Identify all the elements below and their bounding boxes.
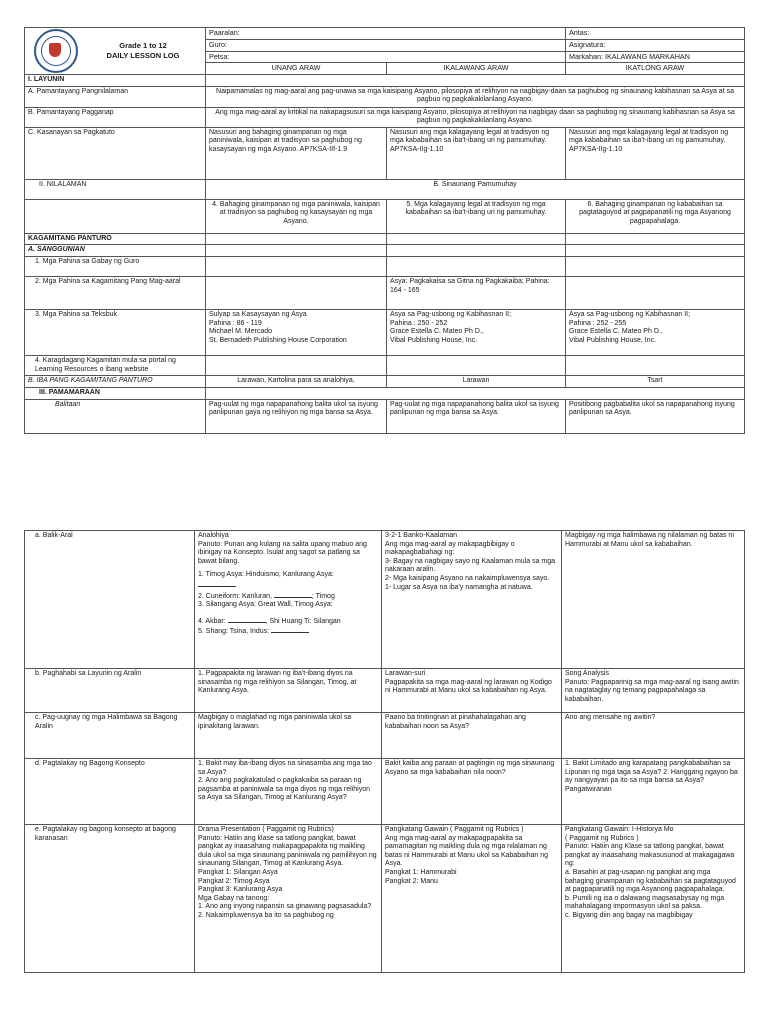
paghahabi-day1: 1. Pagpapakita ng larawan ng iba't-ibang diyos na sinasamba ng mga relihiyon sa Silangan, Timog, at Kanlurang Asya. xyxy=(195,669,382,713)
teksbuk-day1: Sulyap sa Kasaysayan ng Asya Pahina : 86 - 119 Michael M. Mercado St. Bernadeth Publishing House Corporation xyxy=(206,309,387,355)
balik-aral-day1 xyxy=(195,531,382,669)
analohiya-item-2b: ; Timog xyxy=(311,592,335,600)
analohiya-item-2a: 2. Cuneiform: Kanluran, xyxy=(198,592,272,600)
balik-aral-day3: Magbigay ng mga halimbawa ng nilalaman ng batas ni Hammurabi at Manu ukol sa kababaihan. xyxy=(562,531,745,669)
pagtalakay-label: d. Pagtalakay ng Bagong Konsepto xyxy=(25,759,195,825)
pagtalakay-day1: 1. Bakit may iba-ibang diyos na sinasamba ang mga tao sa Asya? 2. Ano ang pagkakatulad o pagkakaiba sa paraan ng pagsamba at paniniwala sa mga diyos ng mga relihiyon sa Asya sa Silangan, Timog at Kanlurang Asya? xyxy=(195,759,382,825)
bagong-konsepto-day1: Drama Presentation ( Paggamit ng Rubrics) Panuto: Hatiin ang klase sa tatlong pangkat, bawat pangkat ay inaasahang makapagpapakita ng maikling dula ukol sa mga sinaunang paniniwala ng pamilihiyon ng sinaunang Silangan, Timog at Kanlurang Asya. Pangkat 1: Silangan Asya Pangkat 2: Timog Asya Pangkat 3: Kanlurang Asya Mga Gabay na tanong: 1. Ano ang inyong napansin sa ginawang pagsasadula? 2. Nakaimpluwensya ba ito sa paghubog ng xyxy=(195,825,382,973)
lesson-log-table-page1 xyxy=(24,27,745,434)
kasanayan-day2: Nasusuri ang mga kalagayang legal at tradisyon ng mga kababaihan sa iba't-ibang uri ng pamumuhay. AP7KSA-IIg-1.10 xyxy=(387,127,566,179)
day1-header: UNANG ARAW xyxy=(206,63,387,75)
analohiya-title: Analohiya xyxy=(198,532,229,539)
log-title: DAILY LESSON LOG xyxy=(106,51,180,60)
petsa-field: Petsa: xyxy=(206,51,566,63)
balitaan-day3: Positibong pagbabalita ukol sa napapanahong isyung panlipunan sa Asya. xyxy=(566,399,745,433)
day3-header: IKATLONG ARAW xyxy=(566,63,745,75)
pag-uugnay-day1: Magbigay o maglahad ng mga paniniwala ukol sa ipinakitang larawan. xyxy=(195,713,382,759)
balitaan-label: Balitaan xyxy=(25,399,206,433)
pamantayang-pagganap-label: B. Pamantayang Pagganap xyxy=(25,107,206,127)
teksbuk-day3: Asya sa Pag-usbong ng Kabihasnan II; Pahina : 252 - 255 Grace Estella C. Mateo Ph D., Vibal Publishing House, Inc. xyxy=(566,309,745,355)
kagamitan-heading: KAGAMITANG PANTURO xyxy=(25,233,206,245)
nilalaman-heading: II. NILALAMAN xyxy=(25,179,206,199)
balitaan-day2: Pag-uulat ng mga napapanahong balita ukol sa isyung panlipunan ng mga bansa sa Asya. xyxy=(387,399,566,433)
pamantayang-pangnilalaman-label: A. Pamantayang Pangnilalaman xyxy=(25,86,206,107)
pamamaraan-heading: III. PAMAMARAAN xyxy=(25,387,206,399)
iba-pang-kagamitan-day3: Tsart xyxy=(566,376,745,388)
markahan-field: Markahan: IKALAWANG MARKAHAN xyxy=(566,51,745,63)
answer-blank xyxy=(274,591,312,598)
nilalaman-day1: 4. Bahaging ginampanan ng mga paniniwala, kaisipan at tradisyon sa paghubog ng kasaysayan ng mga Asyano. xyxy=(206,199,387,233)
grade-range: Grade 1 to 12 xyxy=(119,41,167,50)
bagong-konsepto-day2: Pangkatang Gawain ( Paggamit ng Rubrics ) Ang mga mag-aaral ay makapagpapakita sa pamamagitan ng maikling dula ng mga nilalaman ng batas ni Hammurabi at Manu ukol sa Kababaihan ng Asya. Pangkat 1: Hammurabi Pangkat 2: Manu xyxy=(382,825,562,973)
pag-uugnay-day2: Paano ba tinitingnan at pinahahalagahan ang kababaihan noon sa Asya? xyxy=(382,713,562,759)
balitaan-day1: Pag-uulat ng mga napapanahong balita ukol sa isyung panlipunan gaya ng relihiyon ng mga bansa sa Asya. xyxy=(206,399,387,433)
bagong-konsepto-day3: Pangkatang Gawain: I-Historya Mo ( Paggamit ng Rubrics ) Panuto: Hatiin ang Klase sa tatlong pangkat, bawat pangkat ay inaasahang makasusunod at makagagawa ng: a. Basahin at pag-usapan ng pangkat ang mga bahaging ginampanan ng kababaihan sa pagtataguyod at pagpapanatili ng mga Asyanong pagpapahalaga. b. Pumili ng isa o dalawang magsasabysay ng mga mahahalagang impormasyon ukol sa paksa. c. Bigyang diin ang bagay na magbibigay xyxy=(562,825,745,973)
pamantayang-pagganap-text: Ang mga mag-aaral ay kritikal na nakapagsusuri sa mga kaisipang Asyano, pilosopiya at relihiyon na nagbigay daan sa paghubog ng sinaunang kabihasnan sa Asya sa pagbuo ng pagkakakilanlang Asyano. xyxy=(206,107,745,127)
analohiya-item-4b: , Shi Huang Ti: Silangan xyxy=(265,617,341,625)
nilalaman-topic: B. Sinaunang Pamumuhay xyxy=(206,179,745,199)
paghahabi-label: b. Paghahabi sa Layunin ng Aralin xyxy=(25,669,195,713)
guro-field: Guro: xyxy=(206,39,566,51)
answer-blank xyxy=(271,626,309,633)
pag-uugnay-day3: Ano ang mensahe ng awitin? xyxy=(562,713,745,759)
kagamitan-mag-aaral-label: 2. Mga Pahina sa Kagamitang Pang Mag-aaral xyxy=(25,276,206,309)
answer-blank xyxy=(228,616,266,623)
iba-pang-kagamitan-label: B. IBA PANG KAGAMITANG PANTURO xyxy=(25,376,206,388)
analohiya-item-1: 1. Timog Asya: Hinduismo, Kanlurang Asya: xyxy=(198,571,334,579)
asignatura-field: Asignatura: xyxy=(566,39,745,51)
teksbuk-label: 3. Mga Pahina sa Teksbuk xyxy=(25,309,206,355)
pag-uugnay-label: c. Pag-uugnay ng mga Halimbawa sa Bagong Aralin xyxy=(25,713,195,759)
pagtalakay-day3: 1. Bakit Limitado ang karapatang pangkababaihan sa Lipunan ng mga taga sa Asya? 2. Hanggang ngayon ba ay nangyayari pa ito sa mga bansa sa Asya? Pangatwiranan xyxy=(562,759,745,825)
header-logo-cell xyxy=(25,28,206,75)
deped-seal-icon xyxy=(34,29,78,73)
nilalaman-day2: 5. Mga kalagayang legal at tradisyon ng mga kababaihan sa iba't-ibang uri ng pamumuhay. xyxy=(387,199,566,233)
lesson-log-table-page2 xyxy=(24,530,745,973)
analohiya-instructions: Panuto: Punan ang kulang na salita upang mabuo ang ibinigay na Konsepto. Isulat ang sagot sa patlang sa bawat bilang. xyxy=(198,540,367,565)
kasanayan-day3: Nasusuri ang mga kalagayang legal at tradisyon ng mga kababaihan sa iba't-ibang uri ng pamumuhay. AP7KSA-IIg-1.10 xyxy=(566,127,745,179)
analohiya-item-5: 5. Shang: Tsina, Indus: xyxy=(198,628,270,636)
pagtalakay-day2: Bakit kaiba ang paraan at pagtingin ng mga sinaunang Asyano sa mga kababaihan nila noon? xyxy=(382,759,562,825)
layunin-heading: I. LAYUNIN xyxy=(25,75,206,87)
iba-pang-kagamitan-day2: Larawan xyxy=(387,376,566,388)
gabay-guro-label: 1. Mga Pahina sa Gabay ng Guro xyxy=(25,256,206,276)
karagdagang-kagamitan-label: 4. Karagdagang Kagamitan mula sa portal ng Learning Resources o ibang website xyxy=(25,355,206,375)
kagamitan-mag-aaral-day2: Asya: Pagkakaisa sa Gitna ng Pagkakaiba; Pahina: 164 - 165 xyxy=(387,276,566,309)
balik-aral-label: a. Balik-Aral xyxy=(25,531,195,669)
balik-aral-day2: 3-2-1 Banko-Kaalaman Ang mga mag-aaral ay makapagbibigay o makapagbabahagi ng: 3- Bagay na nagbigay sayo ng Kaalaman mula sa mga nakaraan aralin. 2- Mga kaisipang Asyano na nakaimpluwensya sayo. 1- Lugar sa Asya na iba'y namangha at natuwa. xyxy=(382,531,562,669)
day2-header: IKALAWANG ARAW xyxy=(387,63,566,75)
paaralan-field: Paaralan: xyxy=(206,28,566,40)
answer-blank xyxy=(198,580,236,587)
nilalaman-day3: 6. Bahaging ginampanan ng kababaihan sa pagtataguyod at pagpapanatili ng mga Asyanong pagpapahalaga. xyxy=(566,199,745,233)
pamantayang-pangnilalaman-text: Naipamamalas ng mag-aaral ang pag-unawa sa mga kaisipang Asyano, pilosopiya at relihiyon na nagbigay-daan sa paghubog ng sinaunang kabihasnan sa Asya at sa pagbuo ng pagkakakilanlang Asyano. xyxy=(206,86,745,107)
bagong-konsepto-label: e. Pagtalakay ng bagong konsepto at bagong karanasan xyxy=(25,825,195,973)
teksbuk-day2: Asya sa Pag-usbong ng Kabihasnan II; Pahina : 250 - 252 Grace Estella C. Mateo Ph D., Vibal Publishing House, Inc. xyxy=(387,309,566,355)
sanggunian-heading: A. SANGGUNIAN xyxy=(25,245,206,257)
antas-field: Antas: xyxy=(566,28,745,40)
kasanayan-label: C. Kasanayan sa Pagkatuto xyxy=(25,127,206,179)
kasanayan-day1: Nasusuri ang bahaging ginampanan ng mga paniniwala, kaisipan at tradisyon sa paghubog ng kasaysayan ng mga Asyano. AP7KSA-IIf-1.9 xyxy=(206,127,387,179)
paghahabi-day2: Larawan-suri Pagpapakita sa mga mag-aaral ng larawan ng Kodigo ni Hammurabi at Manu ukol sa kababaihan ng Asya. xyxy=(382,669,562,713)
analohiya-item-3: 3. Silangang Asya: Great Wall, Timog Asya: xyxy=(198,601,333,609)
paghahabi-day3: Song Analysis Panuto: Pagpaparinig sa mga mag-aaral ng isang awitin na nagtataglay ng temang pagpapahalaga sa kababaihan. xyxy=(562,669,745,713)
analohiya-item-4a: 4. Akbar: xyxy=(198,617,226,625)
iba-pang-kagamitan-day1: Larawan, Kartolina para sa analohiya, xyxy=(206,376,387,388)
